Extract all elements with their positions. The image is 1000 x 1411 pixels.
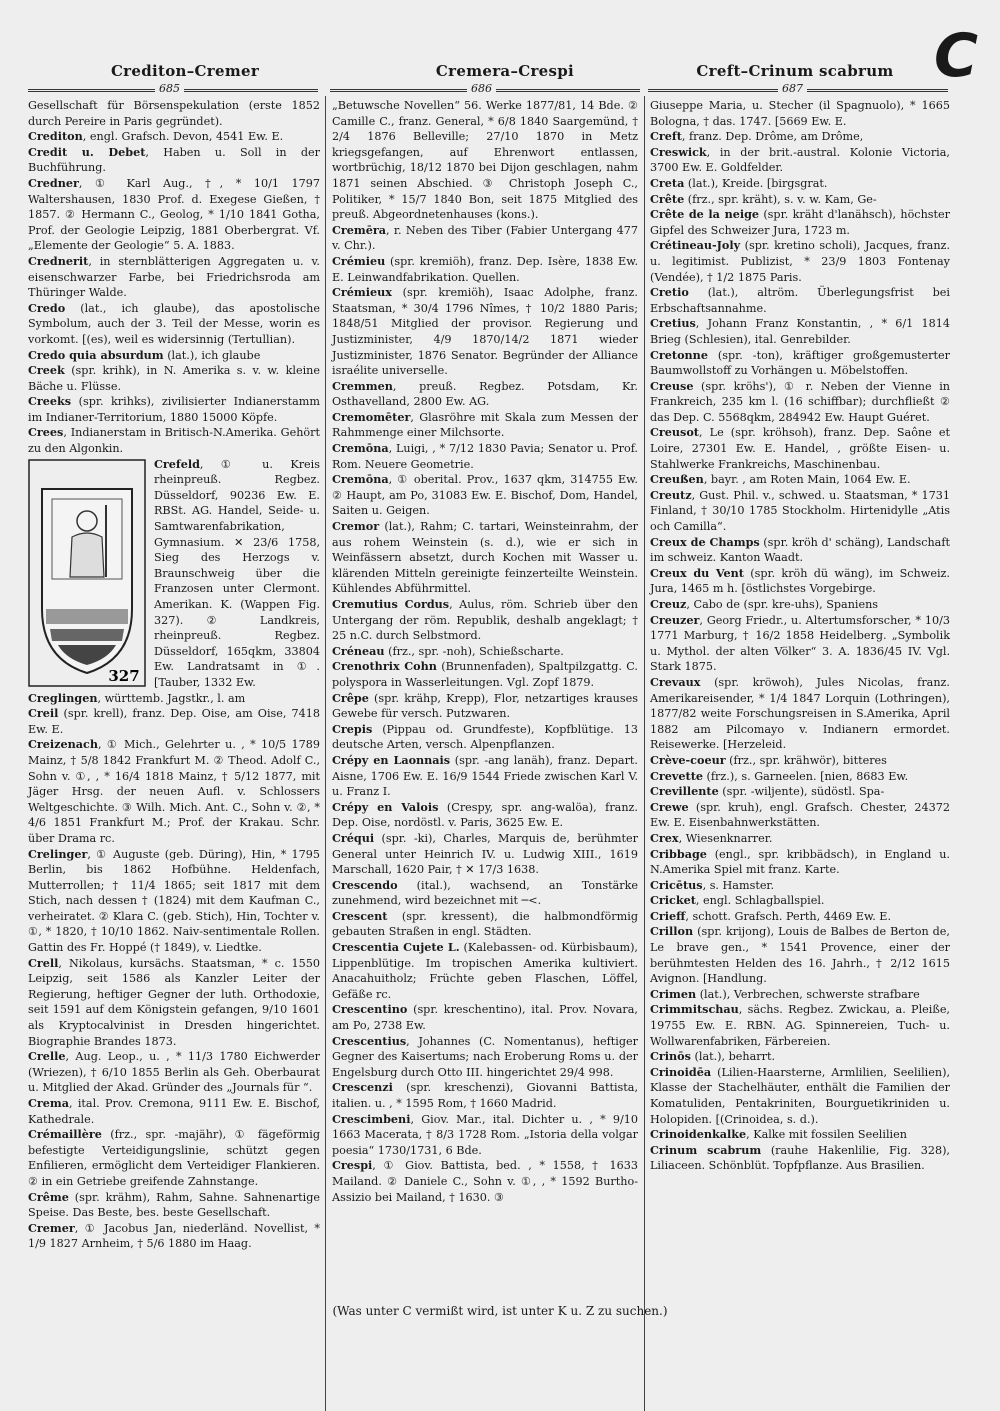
entry-headword: Crinum scabrum — [650, 1142, 762, 1157]
entry-headword: Cricket — [650, 893, 696, 908]
dictionary-entry — [28, 706, 320, 737]
dictionary-entry — [650, 1002, 950, 1049]
dictionary-entry — [28, 1127, 320, 1189]
entry-headword: Cretius — [650, 316, 696, 331]
dictionary-entry — [332, 285, 638, 379]
entry-text: , Giov. Mar., ital. Dichter u. , * 9/10 1663 Macerata, † 8/3 1728 Rom. „Istoria della volgar poesia“ 1730/1731, 6 Bde. — [332, 1112, 638, 1157]
dictionary-entry — [28, 254, 320, 301]
entry-headword: Creta — [650, 175, 685, 190]
entry-text: (spr. krell), franz. Dep. Oise, am Oise, 7418 Ew. E. — [28, 707, 320, 736]
dictionary-entry — [650, 987, 950, 1003]
column-divider-2 — [644, 96, 645, 1411]
entry-text: (spr. kreschenzi), Giovanni Battista, italien. u. , * 1595 Rom, † 1660 Madrid. — [332, 1081, 638, 1110]
entry-text: , Gust. Phil. v., schwed. u. Staatsman, * 1731 Finland, † 30/10 1785 Stockholm. Hirtenidylle „Atis och Camilla“. — [650, 488, 950, 534]
dictionary-entry — [28, 457, 320, 691]
dictionary-entry — [650, 1065, 950, 1127]
dictionary-entry — [332, 223, 638, 254]
entry-text: , Glasröhre mit Skala zum Messen der Rahmmenge einer Milchsorte. — [332, 410, 638, 440]
entry-text: , engl. Grafsch. Devon, 4541 Ew. E. — [82, 130, 284, 144]
entry-text: , Luigi, , * 7/12 1830 Pavia; Senator u. Prof. Rom. Neuere Geometrie. — [332, 442, 638, 471]
entry-headword: Crépy en Valois — [332, 799, 439, 814]
entry-headword: Crête de la neige — [650, 207, 760, 222]
entry-headword: Créneau — [332, 643, 385, 658]
entry-headword: Credit u. Debet — [28, 144, 146, 159]
page-number-row-right — [648, 82, 948, 96]
entry-text: (rauhe Hakenlilie, Fig. 328), Liliaceen. Schönblüt. Topfpflanze. Aus Brasilien. — [650, 1143, 950, 1173]
entry-text: (frz., spr. kräht), s. v. w. Kam, Ge- — [684, 192, 877, 206]
entry-text: (spr. kruh), engl. Grafsch. Chester, 24372 Ew. E. Eisenbahnwerkstätten. — [650, 800, 950, 830]
dictionary-entry — [332, 441, 638, 472]
entry-text: , franz. Dep. Drôme, am Drôme, — [681, 130, 864, 144]
entry-headword: Crêpe — [332, 690, 369, 705]
figure-327-crest — [28, 459, 146, 687]
dictionary-entry — [650, 878, 950, 894]
dictionary-entry — [650, 238, 950, 285]
entry-text: (spr. kröhs'), ① r. Neben der Vienne in Frankreich, 235 km l. (16 schiffbar); durchfließt ② das Dep. C. 5568qkm, 284942 Ew. Haupt Guéret. — [650, 379, 950, 424]
entry-headword: Crevaux — [650, 674, 701, 689]
dictionary-entry — [28, 176, 320, 254]
entry-text: (spr. krihks), zivilisierter Indianerstamm im Indianer-Territorium, 1880 15000 Köpfe. — [28, 395, 320, 424]
dictionary-entry — [28, 956, 320, 1050]
entry-text: , Wiesenknarrer. — [678, 831, 773, 845]
entry-headword: Creux du Vent — [650, 565, 744, 580]
entry-text: (lat.), altröm. Überlegungsfrist bei Erbschaftsannahme. — [650, 286, 950, 315]
entry-headword: Creeks — [28, 394, 72, 409]
entry-headword: Cremutius Cordus — [332, 597, 450, 611]
dictionary-entry — [332, 1158, 638, 1205]
entry-text: , ① u. Kreis rheinpreuß. Regbez. Düsseldorf, 90236 Ew. E. RBSt. AG. Handel, Seide- u. Samtwarenfabrikation, Gymnasium. ✕ 23/6 1758, Sieg des Herzogs v. Braunschweig über die Franzosen unter Clermont. Amerikan. K. (Wappen Fig. 327). ② Landkreis, rheinpreuß. Regbez. Düsseldorf, 165qkm, 33804 Ew. Landratsamt in ①. [Tauber, 1332 Ew. — [154, 457, 320, 689]
entry-headword: Crenothrix Cohn — [332, 659, 437, 674]
entry-headword: Creusot — [650, 425, 699, 440]
entry-text: , engl. Schlagballspiel. — [695, 894, 825, 908]
entry-text: (spr. kröh d' schäng), Landschaft im schweiz. Kanton Waadt. — [650, 535, 950, 565]
dictionary-entry — [650, 207, 950, 238]
dictionary-entry — [332, 831, 638, 878]
entry-headword: Credo — [28, 300, 66, 315]
entry-headword: Crinoidenkalke — [650, 1127, 747, 1142]
entry-headword: Credner — [28, 175, 79, 190]
dictionary-entry — [332, 254, 638, 285]
entry-headword: Crell — [28, 955, 59, 970]
entry-text: , ① Karl Aug., †, * 10/1 1797 Waltershausen, 1830 Prof. d. Exegese Gießen, † 1857. ② Hermann C., Geolog, * 1/10 1841 Gotha, Prof. der Geologie Leipzig, 1881 Oberbergrat. Vf. „Elemente der Geologie“ 5. A. 1883. — [28, 176, 320, 253]
entry-text: (frz., spr. -majähr), ① fägeförmig befestigte Verteidigungslinie, schützt gegen Enfilieren, ermöglicht dem Verteidiger Flankieren. ② in ein Getriebe greifende Zahnstange. — [28, 1128, 320, 1188]
dictionary-entry — [650, 1127, 950, 1143]
entry-headword: Crescentino — [332, 1002, 408, 1017]
entry-text: , ital. Prov. Cremona, 9111 Ew. E. Bischof, Kathedrale. — [28, 1097, 320, 1126]
entry-text: Gesellschaft für Börsenspekulation (erste 1852 durch Pereire in Paris gegründet). — [28, 99, 320, 128]
entry-text: , ① oberital. Prov., 1637 qkm, 314755 Ew. ② Haupt, am Po, 31083 Ew. E. Bischof, Dom, Handel, Saiten u. Geigen. — [332, 473, 638, 518]
entry-text: , ① Jacobus Jan, niederländ. Novellist, * 1/9 1827 Arnheim, † 5/6 1880 im Haag. — [28, 1221, 320, 1251]
entry-headword: Creglingen — [28, 690, 98, 705]
entry-headword: Creußen — [650, 472, 704, 487]
dictionary-entry — [28, 1221, 320, 1252]
entry-text: (spr. -ang lanäh), franz. Depart. Aisne, 1706 Ew. E. 16/9 1544 Friede zwischen Karl V. u. Franz I. — [332, 753, 638, 799]
entry-headword: Crête — [650, 191, 685, 206]
dictionary-entry — [332, 1080, 638, 1111]
entry-text: (spr. kröh dü wäng), im Schweiz. Jura, 1465 m h. [östlichstes Vorgebirge. — [650, 566, 950, 596]
figure-number: 327 — [108, 666, 140, 685]
entry-headword: Crillon — [650, 924, 694, 939]
dictionary-entry — [28, 394, 320, 425]
entry-headword: Crescentius — [332, 1033, 407, 1048]
entry-text: Giuseppe Maria, u. Stecher (il Spagnuolo), * 1665 Bologna, † das. 1747. [5669 Ew. E. — [650, 99, 950, 128]
entry-text: , Cabo de (spr. kre-uhs), Spaniens — [686, 598, 879, 611]
dictionary-entry — [332, 472, 638, 519]
dictionary-entry — [650, 145, 950, 176]
dictionary-entry — [650, 831, 950, 847]
entry-text: (spr. krihk), in N. Amerika s. v. w. kleine Bäche u. Flüsse. — [28, 364, 320, 393]
entry-headword: Cremomēter — [332, 409, 411, 424]
entry-text: , Nikolaus, kursächs. Staatsman, * c. 1550 Leipzig, seit 1586 als Kanzler Leiter der Regierung, heftiger Gegner der luth. Orthodoxie, seit 1591 auf dem Königstein gefangen, 9/10 1601 als Kryptocalvinist in Dresden hingerichtet. Biographie Brandes 1873. — [28, 956, 320, 1048]
entry-headword: Cremmen — [332, 378, 393, 393]
dictionary-entry — [332, 659, 638, 690]
entry-headword: Creil — [28, 706, 59, 721]
entry-headword: Cremer — [28, 1220, 75, 1235]
dictionary-entry — [650, 488, 950, 535]
entry-text: (ital.), wachsend, an Tonstärke zunehmend, wird bezeichnet mit ─<. — [332, 878, 638, 908]
entry-text: (Crespy, spr. ang-walöa), franz. Dep. Oise, nordöstl. v. Paris, 3625 Ew. E. — [332, 800, 638, 830]
entry-headword: Crieff — [650, 908, 686, 923]
dictionary-entry — [28, 1096, 320, 1127]
entry-headword: Crespi — [332, 1158, 373, 1173]
entry-text: (spr. -ton), kräftiger großgemusterter Baumwollstoff zu Vorhängen u. Möbelstoffen. — [650, 348, 950, 378]
dictionary-entry — [650, 98, 950, 129]
dictionary-entry — [332, 519, 638, 597]
entry-text: (lat.), Rahm; C. tartari, Weinsteinrahm, der aus rohem Weinstein (s. d.), wie er sich in Weinfässern absetzt, durch Kochen mit Wasser u. klärenden Mitteln gereinigte feinzerteilte Weinstein. Kühlendes Abführmittel. — [332, 520, 638, 596]
entry-headword: Crimmitschau — [650, 1002, 739, 1017]
entry-text: (spr. kremiöh), franz. Dep. Isère, 1838 Ew. E. Leinwandfabrikation. Quellen. — [332, 254, 638, 284]
entry-headword: Crefeld — [154, 456, 200, 471]
entry-headword: Cremēra — [332, 222, 387, 237]
entry-headword: Creuse — [650, 378, 694, 393]
entry-text: , ① Auguste (geb. Düring), Hin, * 1795 Berlin, bis 1862 Hofbühne. Heldenfach, Mutterrollen; † 11/4 1865; seit 1817 mit dem Stich, nach dessen † (1824) mit dem Kaufman C., verheiratet. ② Klara C. (geb. Stich), Hin, Tochter v. ①, * 1820, † 10/10 1862. Naiv-sentimentale Rollen. Gattin des Fr. Hoppé († 1849), v. Liedtke. — [28, 847, 320, 955]
entry-headword: Creuz — [650, 597, 687, 611]
entry-headword: Creft — [650, 129, 682, 144]
dictionary-entry — [332, 1034, 638, 1081]
entry-headword: Crevette — [650, 768, 703, 783]
entry-headword: Crinōs — [650, 1049, 691, 1064]
entry-text: (spr. krijong), Louis de Balbes de Berton de, Le brave gen., * 1541 Provence, einer der berühmtesten Helden des 16. Jahrh., † 2/12 1615 Avignon. [Handlung. — [650, 925, 950, 986]
dictionary-entry — [28, 691, 320, 707]
entry-headword: Crémieux — [332, 285, 392, 300]
entry-text: (spr. krähm), Rahm, Sahne. Sahnenartige Speise. Das Beste, bes. beste Gesellschaft. — [28, 1190, 320, 1220]
dictionary-entry — [28, 301, 320, 348]
dictionary-entry — [650, 597, 950, 613]
entry-text: , bayr. , am Roten Main, 1064 Ew. E. — [703, 473, 911, 487]
entry-headword: Crelinger — [28, 846, 88, 861]
entry-text: (lat., ich glaube), das apostolische Symbolum, auch der 3. Teil der Messe, worin es vorkomt. [(es), weil es widersinnig (Tertullian). — [28, 301, 320, 346]
dictionary-entry — [650, 893, 950, 909]
entry-headword: Crema — [28, 1096, 70, 1110]
entry-headword: Créqui — [332, 830, 375, 845]
dictionary-entry — [28, 98, 320, 129]
entry-text: , Georg Friedr., u. Altertumsforscher, * 10/3 1771 Marburg, † 16/2 1858 Heidelberg. „Symbolik u. Mythol. der alten Völker“ 3. A. 1836/45 IV. Vgl. Stark 1875. — [650, 613, 950, 674]
entry-headword: Creek — [28, 363, 65, 378]
dictionary-entry — [650, 924, 950, 986]
entry-headword: Crediton — [28, 129, 83, 144]
dictionary-entry — [332, 940, 638, 1002]
entry-text: (spr. kretino scholi), Jacques, franz. u. legitimist. Publizist, * 23/9 1803 Fontenay (Vendée), † 1/2 1875 Paris. — [650, 239, 950, 284]
dictionary-entry — [332, 722, 638, 753]
dictionary-entry — [28, 145, 320, 176]
dictionary-entry — [650, 847, 950, 878]
entry-headword: Crewe — [650, 799, 689, 814]
dictionary-entry — [650, 909, 950, 925]
entry-text: , Indianerstam in Britisch-N.Amerika. Gehört zu den Algonkin. — [28, 426, 320, 456]
dictionary-entry — [650, 566, 950, 597]
dictionary-entry — [332, 691, 638, 722]
page-number-row-left — [28, 82, 318, 96]
entry-headword: Crepis — [332, 721, 373, 736]
entry-text: , Aug. Leop., u. , * 11/3 1780 Eichwerder (Wriezen), † 6/10 1855 Berlin als Geh. Oberbaurat u. Mitglied der Akad. Gründer des „Journals für “. — [28, 1050, 320, 1095]
column-divider-1 — [325, 96, 326, 1411]
entry-text: (spr. kremiöh), Isaac Adolphe, franz. Staatsman, * 30/4 1796 Nîmes, † 10/2 1880 Paris; 1848/51 Mitglied der provisor. Regierung und Justizminister, 4/9 1870/14/2 1871 wieder Justizminister, 1876 Senator. Begründer der Alliance israélite universelle. — [332, 286, 638, 378]
dictionary-entry — [332, 1002, 638, 1033]
entry-headword: Creizenach — [28, 737, 98, 752]
header-middle-title: Cremera–Crespi — [435, 62, 575, 80]
dictionary-entry — [332, 410, 638, 441]
entry-text: (Pippau od. Grundfeste), Kopfblütige. 13 deutsche Arten, versch. Alpenpflanzen. — [332, 722, 638, 752]
entry-headword: Credo quia absurdum — [28, 347, 164, 362]
entry-text: (frz., spr. -noh), Schießscharte. — [384, 644, 564, 658]
dictionary-entry — [650, 176, 950, 192]
entry-text: (engl., spr. kribbädsch), in England u. N.Amerika Spiel mit franz. Karte. — [650, 847, 950, 877]
entry-headword: Crimen — [650, 986, 697, 1001]
entry-text: (frz.), s. Garneelen. [nien, 8683 Ew. — [703, 769, 909, 783]
entry-headword: Creutz — [650, 487, 692, 502]
dictionary-entry — [650, 675, 950, 753]
entry-text: , s. Hamster. — [702, 878, 775, 892]
entry-headword: Crescenzi — [332, 1080, 393, 1095]
entry-text: „Betuwsche Novellen“ 56. Werke 1877/81, 14 Bde. ② Camille C., franz. General, * 6/8 1840 Saargemünd, † 2/4 1876 Belleville; 27/10 1870 in Metz kriegsgefangen, auf Ehrenwort entlassen, wortbrüchig, 18/12 1870 bei Dijon geschlagen, nahm 1871 seinen Abschied. ③ Christoph Joseph C., Politiker, * 15/7 1840 Bon, seit 1875 Mitglied des preuß. Abgeordnetenhauses (kons.). — [332, 99, 638, 222]
dictionary-entry — [650, 769, 950, 785]
dictionary-entry — [332, 597, 638, 644]
entry-headword: Crelle — [28, 1049, 66, 1064]
dictionary-entry — [28, 129, 320, 145]
entry-text: , Johann Franz Konstantin, , * 6/1 1814 Brieg (Schlesien), ital. Genrebilder. — [650, 317, 950, 346]
page-number-middle: 686 — [467, 82, 496, 96]
dictionary-entry — [650, 800, 950, 831]
dictionary-entry — [650, 753, 950, 769]
dictionary-entry — [28, 1190, 320, 1221]
entry-headword: Cremōna — [332, 441, 389, 456]
dictionary-entry — [332, 644, 638, 660]
dictionary-entry — [28, 363, 320, 394]
column-middle — [332, 98, 638, 1205]
dictionary-entry — [28, 348, 320, 364]
entry-headword: Crees — [28, 425, 64, 440]
entry-text: (spr. kressent), die halbmondförmig gebauten Straßen in engl. Städten. — [332, 909, 638, 939]
entry-text: , ① Mich., Gelehrter u. , * 10/5 1789 Mainz, † 5/8 1842 Frankfurt M. ② Theod. Adolf C., Sohn v. ①, , * 16/4 1818 Mainz, † 5/12 1877, mit Jäger Hrsg. der neuen Aufl. v. Schlossers Weltgeschichte. ③ Wilh. Mich. Ant. C., Sohn v. ②, * 4/6 1851 Frankfurt M.; Prof. der Krakau. Schr. über Drama rc. — [28, 738, 320, 845]
entry-text: , schott. Grafsch. Perth, 4469 Ew. E. — [685, 909, 892, 923]
entry-headword: Creux de Champs — [650, 534, 760, 549]
entry-headword: Creswick — [650, 144, 707, 159]
dictionary-entry — [332, 878, 638, 909]
entry-text: (Lilien-Haarsterne, Armlilien, Seelilien), Klasse der Stachelhäuter, enthält die Familien der Komatuliden, Pentakriniten, Bourguetikriniden u. Holopiden. [(Crinoidea, s. d.). — [650, 1065, 950, 1126]
entry-text: (lat.), beharrt. — [690, 1050, 776, 1064]
entry-headword: Crémieu — [332, 253, 386, 268]
entry-headword: Crescentia Cujete L. — [332, 940, 460, 955]
entry-text: , r. Neben des Tiber (Fabier Untergang 477 v. Chr.). — [332, 223, 638, 253]
entry-text: (lat.), ich glaube — [163, 348, 261, 362]
dictionary-entry — [332, 1112, 638, 1159]
entry-headword: Crescimbeni — [332, 1111, 411, 1126]
entry-text: (spr. kräht d'lanähsch), höchster Gipfel des Schweizer Jura, 1723 m. — [650, 208, 950, 237]
dictionary-entry — [650, 348, 950, 379]
entry-text: (frz., spr. krähwör), bitteres — [725, 753, 887, 767]
dictionary-entry — [332, 98, 638, 223]
dictionary-entry — [650, 285, 950, 316]
page-number-left: 685 — [155, 82, 184, 96]
dictionary-entry — [650, 535, 950, 566]
dictionary-entry — [28, 737, 320, 846]
dictionary-entry — [332, 909, 638, 940]
dictionary-entry — [650, 1049, 950, 1065]
footer-note: (Was unter C vermißt wird, ist unter K u. Z zu suchen.) — [332, 1304, 668, 1318]
entry-headword: Cribbage — [650, 846, 707, 861]
entry-headword: Crescendo — [332, 877, 398, 892]
entry-headword: Crève-coeur — [650, 752, 726, 767]
dictionary-entry — [332, 800, 638, 831]
dictionary-entry — [332, 753, 638, 800]
dictionary-entry — [332, 379, 638, 410]
entry-headword: Crinoidēa — [650, 1064, 712, 1079]
dictionary-entry — [650, 425, 950, 472]
page-number-right: 687 — [778, 82, 807, 96]
entry-headword: Crex — [650, 830, 679, 845]
entry-text: , in sternblätterigen Aggregaten u. v. eisenschwarzer Farbe, bei Friedrichsroda am Thüringer Walde. — [28, 254, 320, 300]
entry-headword: Crednerit — [28, 253, 89, 268]
entry-text: , Aulus, röm. Schrieb über den Untergang der röm. Republik, deshalb angeklagt; † 25 n.C. durch Selbstmord. — [332, 598, 638, 643]
crefeld-coat-of-arms-icon — [28, 459, 146, 687]
dictionary-entry — [28, 425, 320, 456]
dictionary-entry — [650, 129, 950, 145]
entry-headword: Crépy en Laonnais — [332, 752, 451, 767]
entry-text: (lat.), Kreide. [birgsgrat. — [684, 176, 828, 190]
entry-text: (spr. kröwoh), Jules Nicolas, franz. Amerikareisender, * 1/4 1847 Lorquin (Lothringen), 1877/82 weite Forschungsreisen in S.Amerika, April 1882 am Pilcomayo v. Indianern ermordet. Reisewerke. [Herzeleid. — [650, 675, 950, 752]
entry-headword: Crême — [28, 1189, 69, 1204]
dictionary-entry — [650, 784, 950, 800]
dictionary-entry — [650, 613, 950, 675]
entry-headword: Cremor — [332, 519, 380, 534]
column-right — [650, 98, 950, 1174]
entry-headword: Cricētus — [650, 877, 703, 892]
entry-text: , sächs. Regbez. Zwickau, a. Pleiße, 19755 Ew. E. RBN. AG. Spinnereien, Tuch- u. Wollwarenfabriken, Färbereien. — [650, 1003, 950, 1048]
entry-headword: Creuzer — [650, 612, 700, 627]
entry-text: (spr. -wiljente), südöstl. Spa- — [718, 785, 885, 799]
section-letter: C — [933, 21, 978, 91]
entry-headword: Crevillente — [650, 784, 719, 799]
dictionary-entry — [650, 316, 950, 347]
entry-text: , Johannes (C. Nomentanus), heftiger Gegner des Kaisertums; nach Eroberung Roms u. der Engelsburg durch Otto III. hingerichtet 29/4 998. — [332, 1034, 638, 1079]
entry-headword: Cretio — [650, 285, 689, 300]
entry-text: (spr. -ki), Charles, Marquis de, berühmter General unter Heinrich IV. u. Ludwig XIII., 1619 Marschall, 1620 Pair, † ✕ 17/3 1638. — [332, 831, 638, 877]
entry-text: , württemb. Jagstkr., l. am — [97, 691, 246, 705]
entry-headword: Crétineau-Joly — [650, 238, 741, 253]
header-right-title: Creft–Crinum scabrum — [696, 62, 894, 80]
entry-headword: Crescent — [332, 908, 388, 923]
dictionary-entry — [28, 1049, 320, 1096]
header-left-title: Crediton–Cremer — [110, 62, 260, 80]
dictionary-entry — [650, 192, 950, 208]
dictionary-entry — [650, 379, 950, 426]
entry-text: , in der brit.-austral. Kolonie Victoria, 3700 Ew. E. Goldfelder. — [650, 145, 950, 175]
entry-text: (Brunnenfaden), Spaltpilzgattg. C. polyspora in Wasserleitungen. Vgl. Zopf 1879. — [332, 660, 638, 689]
entry-text: (Kalebassen- od. Kürbisbaum), Lippenblütige. Im tropischen Amerika kultiviert. Anacahuitholz; Früchte geben Flaschen, Löffel, Gefäße rc. — [332, 941, 638, 1001]
column-left — [28, 98, 320, 1252]
page-number-row-middle — [330, 82, 640, 96]
entry-headword: Crémaillère — [28, 1127, 102, 1142]
entry-text: (spr. krähp, Krepp), Flor, netzartiges krauses Gewebe für versch. Putzwaren. — [332, 691, 638, 721]
entry-text: , Le (spr. kröhsoh), franz. Dep. Saône et Loire, 27301 Ew. E. Handel, , größte Eisen- u. Stahlwerke Frankreichs, Maschinenbau. — [650, 426, 950, 471]
dictionary-entry — [28, 847, 320, 956]
entry-text: , preuß. Regbez. Potsdam, Kr. Osthavelland, 2800 Ew. AG. — [332, 379, 638, 409]
dictionary-entry — [650, 1143, 950, 1174]
entry-text: , ① Giov. Battista, bed. , * 1558, † 1633 Mailand. ② Daniele C., Sohn v. ①, , * 1592 Burtho-Assizio bei Mailand, † 1630. ③ — [332, 1159, 638, 1204]
entry-text: , Kalke mit fossilen Seelilien — [746, 1128, 907, 1142]
entry-text: (spr. kreschentino), ital. Prov. Novara, am Po, 2738 Ew. — [332, 1003, 638, 1033]
dictionary-entry — [650, 472, 950, 488]
entry-text: (lat.), Verbrechen, schwerste strafbare — [696, 987, 920, 1001]
entry-text: , Haben u. Soll in der Buchführung. — [28, 145, 321, 175]
entry-headword: Cremōna — [332, 472, 389, 487]
entry-headword: Cretonne — [650, 347, 708, 362]
